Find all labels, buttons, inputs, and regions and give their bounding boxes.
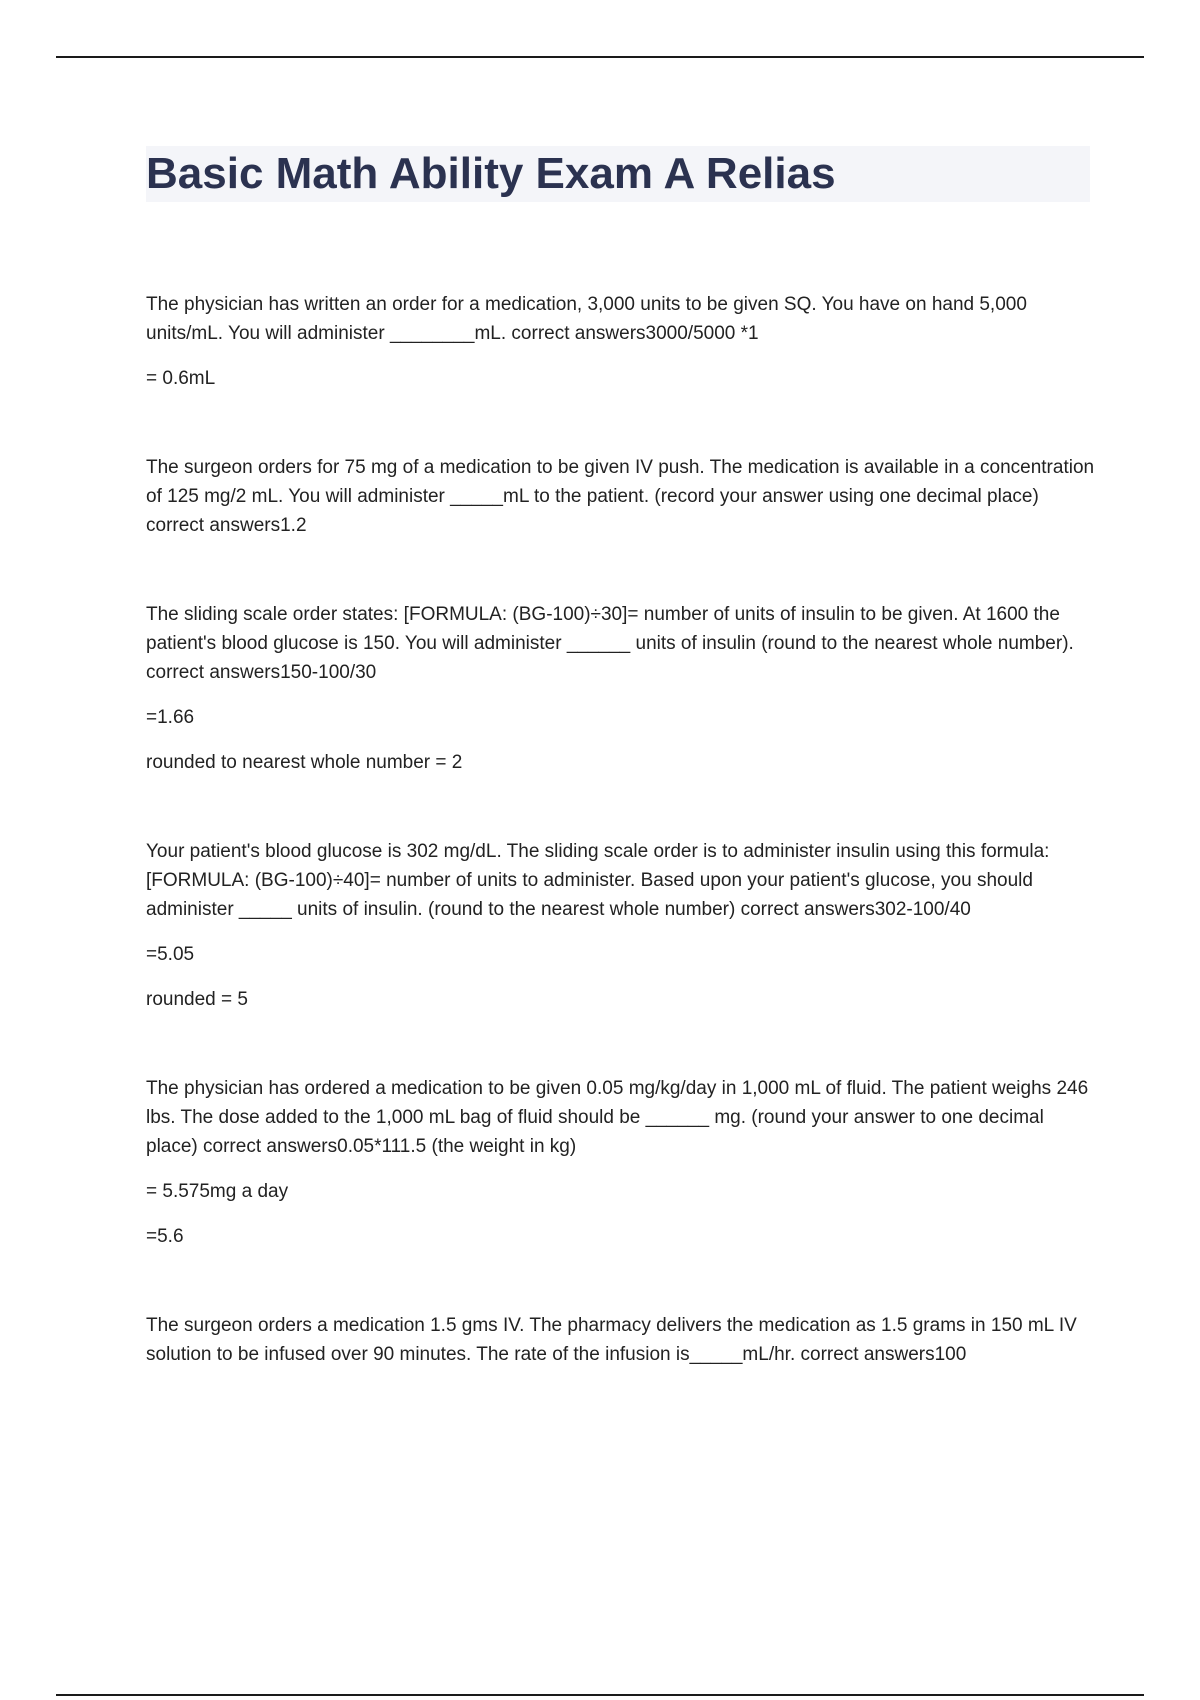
question-text: The physician has written an order for a medication, 3,000 units to be given SQ. You have on hand 5,000 units/mL. You will administer ________mL. correct answers3000/5000 *1: [146, 294, 1027, 344]
question-block-3: [146, 600, 1096, 777]
answer-step: =5.05: [146, 944, 195, 965]
answer-step: rounded to nearest whole number = 2: [146, 752, 463, 773]
question-block-6: [146, 1311, 1096, 1369]
question-text: The surgeon orders a medication 1.5 gms IV. The pharmacy delivers the medication as 1.5 grams in 150 mL IV solution to be infused over 90 minutes. The rate of the infusion is_____mL/hr. correct answers100: [146, 1315, 1077, 1365]
question-block-1: [146, 290, 1096, 393]
question-block-2: [146, 453, 1096, 540]
answer-step: =1.66: [146, 707, 195, 728]
question-list: [146, 290, 1096, 1429]
question-text: The sliding scale order states: [FORMULA: (BG-100)÷30]= number of units of insulin to be given. At 1600 the patient's blood glucose is 150. You will administer ______ units of insulin (round to the nearest whole number). correct answers150-100/30: [146, 604, 1074, 683]
answer-step: = 0.6mL: [146, 368, 216, 389]
top-divider: [56, 56, 1144, 58]
question-text: Your patient's blood glucose is 302 mg/dL. The sliding scale order is to administer insulin using this formula: [FORMULA: (BG-100)÷40]= number of units to administer. Based upon your patient's glucose, you should administer _____ units of insulin. (round to the nearest whole number) correct answers302-100/40: [146, 841, 1050, 920]
question-text: The physician has ordered a medication to be given 0.05 mg/kg/day in 1,000 mL of fluid. The patient weighs 246 lbs. The dose added to the 1,000 mL bag of fluid should be ______ mg. (round your answer to one decimal place) correct answers0.05*111.5 (the weight in kg): [146, 1078, 1089, 1157]
question-block-5: [146, 1074, 1096, 1251]
question-text: The surgeon orders for 75 mg of a medication to be given IV push. The medication is available in a concentration of 125 mg/2 mL. You will administer _____mL to the patient. (record your answer using one decimal place) correct answers1.2: [146, 457, 1095, 536]
answer-step: = 5.575mg a day: [146, 1181, 289, 1202]
bottom-divider: [56, 1694, 1144, 1696]
page-title: Basic Math Ability Exam A Relias: [146, 149, 836, 198]
question-block-4: [146, 837, 1096, 1014]
answer-step: =5.6: [146, 1226, 184, 1247]
answer-step: rounded = 5: [146, 989, 248, 1010]
